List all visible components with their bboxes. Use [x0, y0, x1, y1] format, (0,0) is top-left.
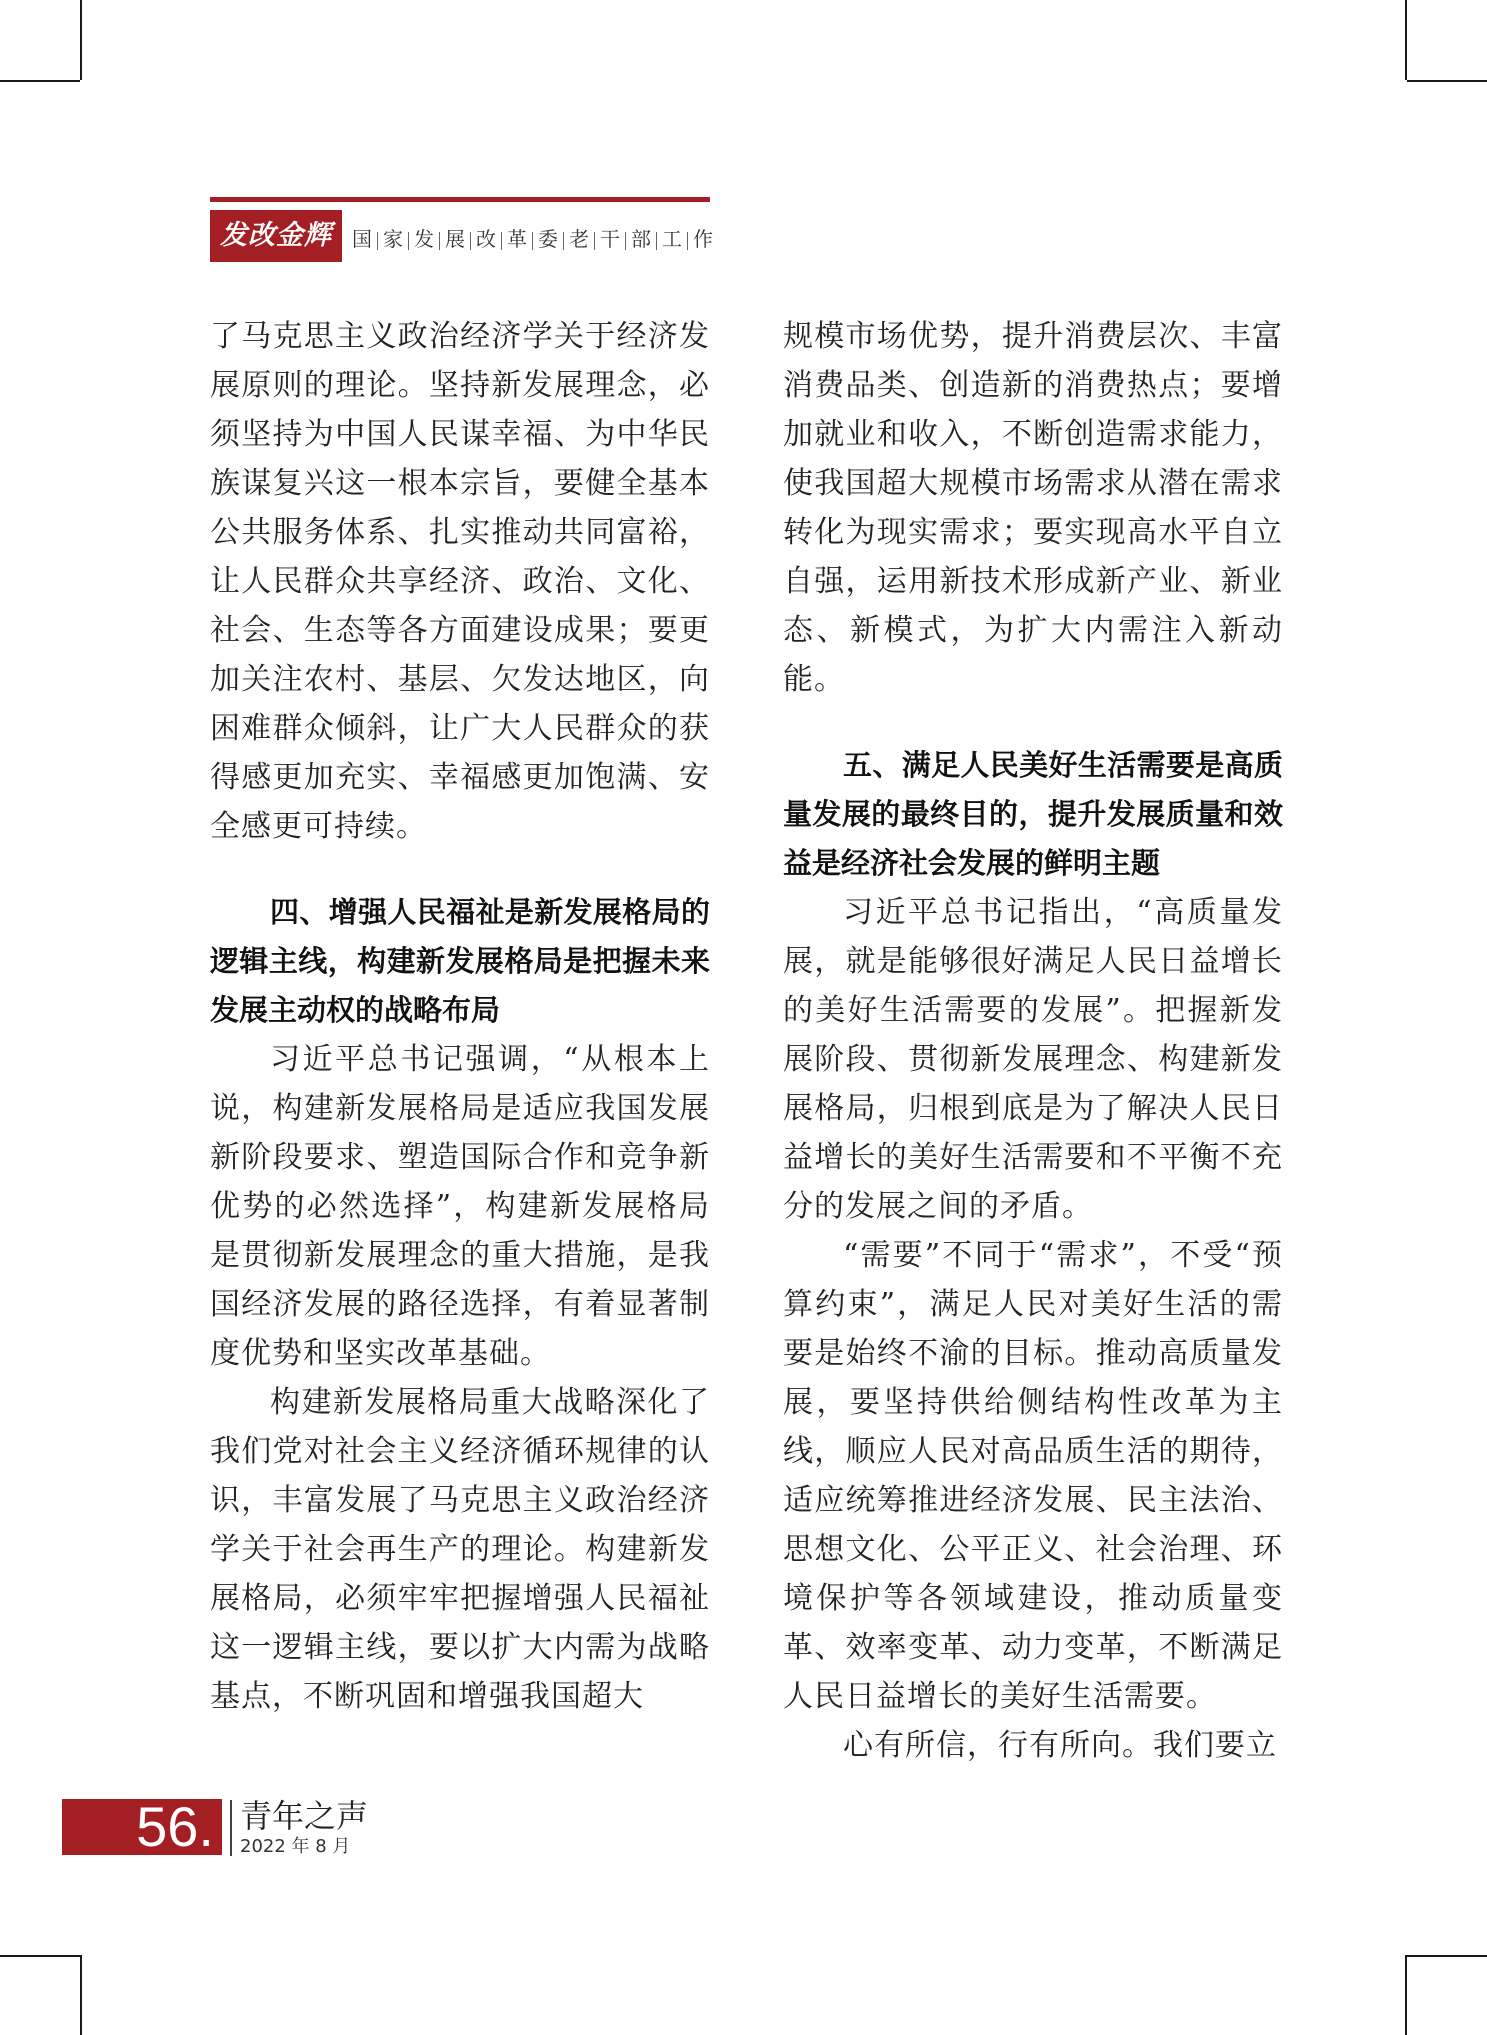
subtitle-char: 革 [507, 227, 527, 251]
subtitle-char: 委 [538, 227, 558, 251]
subtitle-char: 作 [693, 227, 713, 251]
crop-mark-bl-v [80, 1955, 82, 2035]
crop-mark-bl-h [0, 1955, 80, 1957]
page-number: 56. [62, 1799, 222, 1855]
subtitle-separator [408, 232, 409, 250]
left-column [210, 312, 710, 1721]
body-paragraph: “需要”不同于“需求”，不受“预算约束”，满足人民对美好生活的需要是始终不渝的目标。推动高质量发展，要坚持供给侧结构性改革为主线，顺应人民对高品质生活的期待，适应统筹推进经济发展、民主法治、思想文化、公平正义、社会治理、环境保护等各领域建设，推动质量变革、效率变革、动力变革，不断满足人民日益增长的美好生活需要。 [783, 1238, 1283, 1714]
body-paragraph: 了马克思主义政治经济学关于经济发展原则的理论。坚持新发展理念，必须坚持为中国人民谋幸福、为中华民族谋复兴这一根本宗旨，要健全基本公共服务体系、扎实推动共同富裕，让人民群众共享经济、政治、文化、社会、生态等各方面建设成果；要更加关注农村、基层、欠发达地区，向困难群众倾斜，让广大人民群众的获得感更加充实、幸福感更加饱满、安全感更可持续。 [210, 319, 710, 844]
section-gap [210, 851, 710, 888]
section-heading: 四、增强人民福祉是新发展格局的逻辑主线，构建新发展格局是把握未来发展主动权的战略布局 [210, 895, 710, 1027]
issue-date: 2022 年 8 月 [240, 1836, 351, 1857]
subtitle-separator [563, 232, 564, 250]
subtitle-separator [687, 232, 688, 250]
crop-mark-br-v [1405, 1955, 1407, 2035]
subtitle-separator [439, 232, 440, 250]
subtitle-char: 发 [414, 227, 434, 251]
subtitle-char: 部 [631, 227, 651, 251]
subtitle-char: 国 [352, 227, 372, 251]
body-paragraph: 习近平总书记强调，“从根本上说，构建新发展格局是适应我国发展新阶段要求、塑造国际合作和竞争新优势的必然选择”，构建新发展格局是贯彻新发展理念的重大措施，是我国经济发展的路径选择，有着显著制度优势和坚实改革基础。 [210, 1042, 710, 1371]
body-paragraph: 心有所信，行有所向。我们要立 [843, 1728, 1277, 1763]
magazine-title: 青年之声 [240, 1797, 369, 1835]
crop-mark-tl-v [80, 0, 82, 80]
header-logo: 发改金辉 [210, 210, 342, 262]
crop-mark-tl-h [0, 80, 80, 82]
subtitle-separator [656, 232, 657, 250]
subtitle-char: 改 [476, 227, 496, 251]
crop-mark-tr-h [1407, 80, 1487, 82]
section-heading: 五、满足人民美好生活需要是高质量发展的最终目的，提升发展质量和效益是经济社会发展的鲜明主题 [783, 748, 1283, 880]
footer-divider [230, 1800, 232, 1856]
body-paragraph: 习近平总书记指出，“高质量发展，就是能够很好满足人民日益增长的美好生活需要的发展”。把握新发展阶段、贯彻新发展理念、构建新发展格局，归根到底是为了解决人民日益增长的美好生活需要和不平衡不充分的发展之间的矛盾。 [783, 895, 1283, 1224]
header-subtitle [352, 224, 713, 254]
subtitle-char: 干 [600, 227, 620, 251]
body-paragraph: 规模市场优势，提升消费层次、丰富消费品类、创造新的消费热点；要增加就业和收入，不断创造需求能力，使我国超大规模市场需求从潜在需求转化为现实需求；要实现高水平自立自强，运用新技术形成新产业、新业态、新模式，为扩大内需注入新动能。 [783, 319, 1283, 697]
crop-mark-br-h [1407, 1955, 1487, 1957]
body-paragraph: 构建新发展格局重大战略深化了我们党对社会主义经济循环规律的认识，丰富发展了马克思主义政治经济学关于社会再生产的理论。构建新发展格局，必须牢牢把握增强人民福祉这一逻辑主线，要以扩大内需为战略基点，不断巩固和增强我国超大 [210, 1385, 710, 1714]
header-rule [210, 197, 710, 202]
subtitle-separator [377, 232, 378, 250]
subtitle-char: 工 [662, 227, 682, 251]
subtitle-separator [501, 232, 502, 250]
subtitle-char: 家 [383, 227, 403, 251]
subtitle-char: 老 [569, 227, 589, 251]
right-column [783, 312, 1283, 1770]
subtitle-separator [625, 232, 626, 250]
subtitle-char: 展 [445, 227, 465, 251]
subtitle-separator [594, 232, 595, 250]
crop-mark-tr-v [1405, 0, 1407, 80]
subtitle-separator [532, 232, 533, 250]
section-gap [783, 704, 1283, 741]
subtitle-separator [470, 232, 471, 250]
